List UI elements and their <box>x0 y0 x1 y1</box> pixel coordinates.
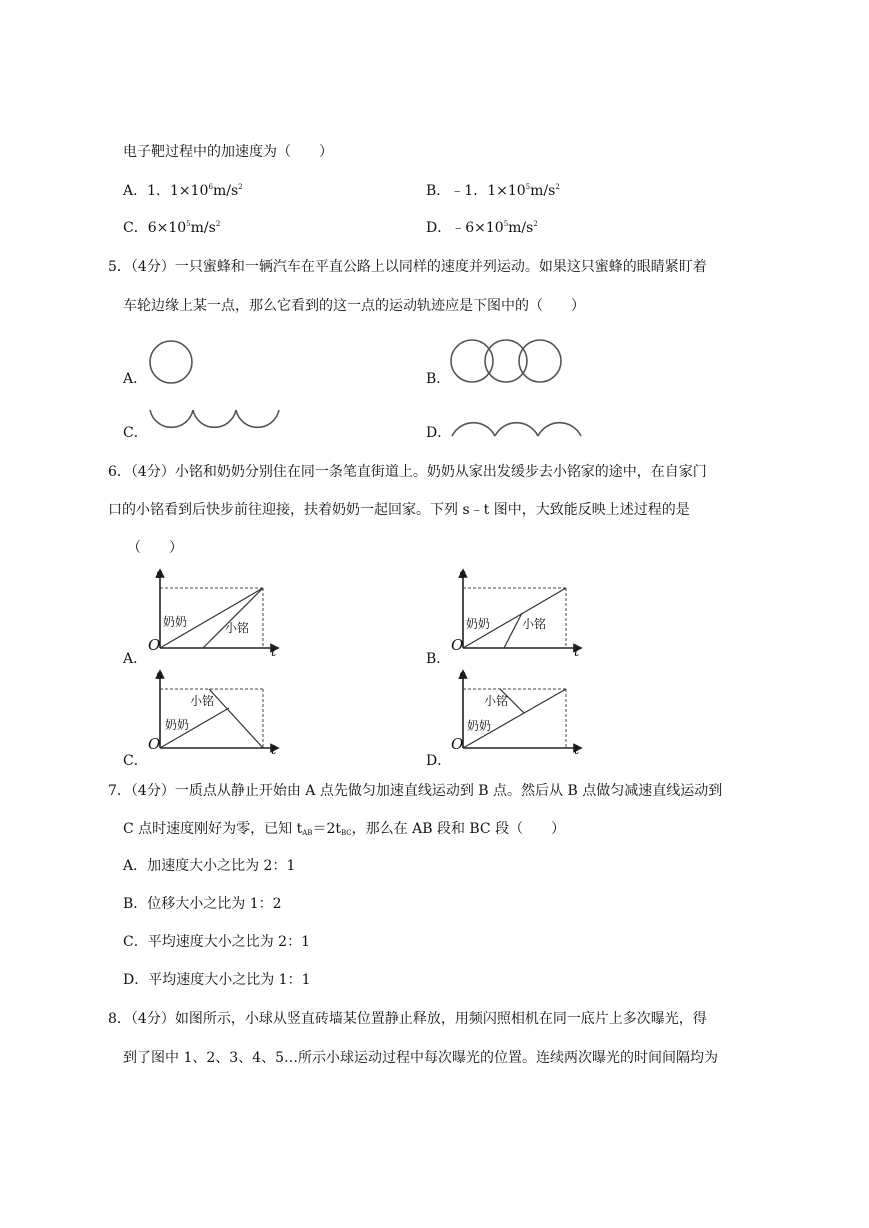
q6-stem-line2: 口的小铭看到后快步前往迎接，扶着奶奶一起回家。下列 s﹣t 图中，大致能反映上述过程的是 <box>108 502 690 518</box>
q6-stem-line3: （ ） <box>127 540 183 556</box>
q5-figure-c-downward-arcs <box>148 408 282 440</box>
q6-graph-c-origin: O <box>148 735 161 753</box>
q6-option-d-label[interactable]: D． <box>426 753 452 769</box>
q5-figure-a-single-circle <box>148 340 198 386</box>
q6-graph-b-origin: O <box>451 636 464 654</box>
q7-option-d[interactable]: D．平均速度大小之比为 1：1 <box>123 972 311 988</box>
q6-graph-c <box>143 668 283 764</box>
q7-option-a[interactable]: A．加速度大小之比为 2：1 <box>123 858 296 874</box>
q6-graph-d-label-grandma: 奶奶 <box>467 719 492 733</box>
q7-stem-line1: 7．（4分）一质点从静止开始由 A 点先做匀加速直线运动到 B 点。然后从 B 点做匀减速直线运动到 <box>108 783 723 799</box>
q7-stem-line2: C 点时速度刚好为零，已知 $t_{AB}=2t_{BC}$，那么在 AB 段和 BC 段（ ） <box>123 821 566 837</box>
q4-stem-tail: 电子靶过程中的加速度为（ ） <box>123 144 333 160</box>
q5-stem-line2: 车轮边缘上某一点，那么它看到的这一点的运动轨迹应是下图中的（ ） <box>123 298 585 314</box>
q5-option-a-label[interactable]: A． <box>123 371 148 387</box>
q6-stem-line1: 6．（4分）小铭和奶奶分别住在同一条笔直街道上。奶奶从家出发缓步去小铭家的途中，在自家门 <box>108 464 707 480</box>
q6-graph-d-axis-t: t <box>574 743 580 758</box>
q6-graph-c-label-grandma: 奶奶 <box>165 718 190 732</box>
q6-graph-d-origin: O <box>451 735 464 753</box>
q4-option-c[interactable]: C．$6\times 10^5m/s^2$ <box>123 220 221 236</box>
q6-graph-a-axis-t: t <box>271 645 277 660</box>
q5-figure-b-overlapping-circles <box>448 338 564 386</box>
q7-option-c[interactable]: C．平均速度大小之比为 2：1 <box>123 934 310 950</box>
q6-graph-b-label-grandma: 奶奶 <box>466 617 491 631</box>
q5-stem-line1: 5．（4分）一只蜜蜂和一辆汽车在平直公路上以同样的速度并列运动。如果这只蜜蜂的眼睛紧盯着 <box>108 259 707 275</box>
q6-graph-a-label-grandma: 奶奶 <box>163 615 188 629</box>
q6-graph-d-label-xiaoming: 小铭 <box>484 694 509 708</box>
q6-graph-a-label-xiaoming: 小铭 <box>225 621 250 635</box>
q6-option-b-label[interactable]: B． <box>426 651 451 667</box>
q8-stem-line1: 8．（4分）如图所示，小球从竖直砖墙某位置静止释放，用频闪照相机在同一底片上多次曝光，得 <box>108 1011 707 1027</box>
q5-option-d-label[interactable]: D． <box>426 425 452 441</box>
q6-graph-b-axis-s: s <box>459 567 466 582</box>
q4-option-a[interactable]: A．1．$1\times 10^6m/s^2$ <box>123 183 243 199</box>
q6-graph-a-origin: O <box>148 636 161 654</box>
q6-graph-b-axis-t: t <box>574 645 580 660</box>
q6-option-a-label[interactable]: A． <box>123 651 148 667</box>
q7-option-b[interactable]: B．位移大小之比为 1：2 <box>123 896 282 912</box>
q4-option-d[interactable]: D．$﹣6\times 10^5m/s^2$ <box>426 220 538 236</box>
q8-stem-line2: 到了图中 1、2、3、4、5…所示小球运动过程中每次曝光的位置。连续两次曝光的时间间隔均为 <box>123 1050 718 1066</box>
q5-figure-d-cycloid-arcs <box>450 408 584 438</box>
q6-graph-a-axis-s: s <box>156 567 163 582</box>
q6-option-c-label[interactable]: C． <box>123 753 148 769</box>
q5-option-b-label[interactable]: B． <box>426 371 451 387</box>
q6-graph-d-axis-s: s <box>459 668 466 683</box>
q6-graph-c-label-xiaoming: 小铭 <box>190 694 215 708</box>
q4-option-b[interactable]: B．﹣1．$1\times 10^5m/s^2$ <box>426 183 560 199</box>
q6-graph-c-axis-s: s <box>156 668 163 683</box>
q6-graph-b-label-xiaoming: 小铭 <box>522 617 547 631</box>
q6-graph-c-axis-t: t <box>271 743 277 758</box>
q6-graph-d <box>446 668 586 764</box>
q5-option-c-label[interactable]: C． <box>123 425 148 441</box>
